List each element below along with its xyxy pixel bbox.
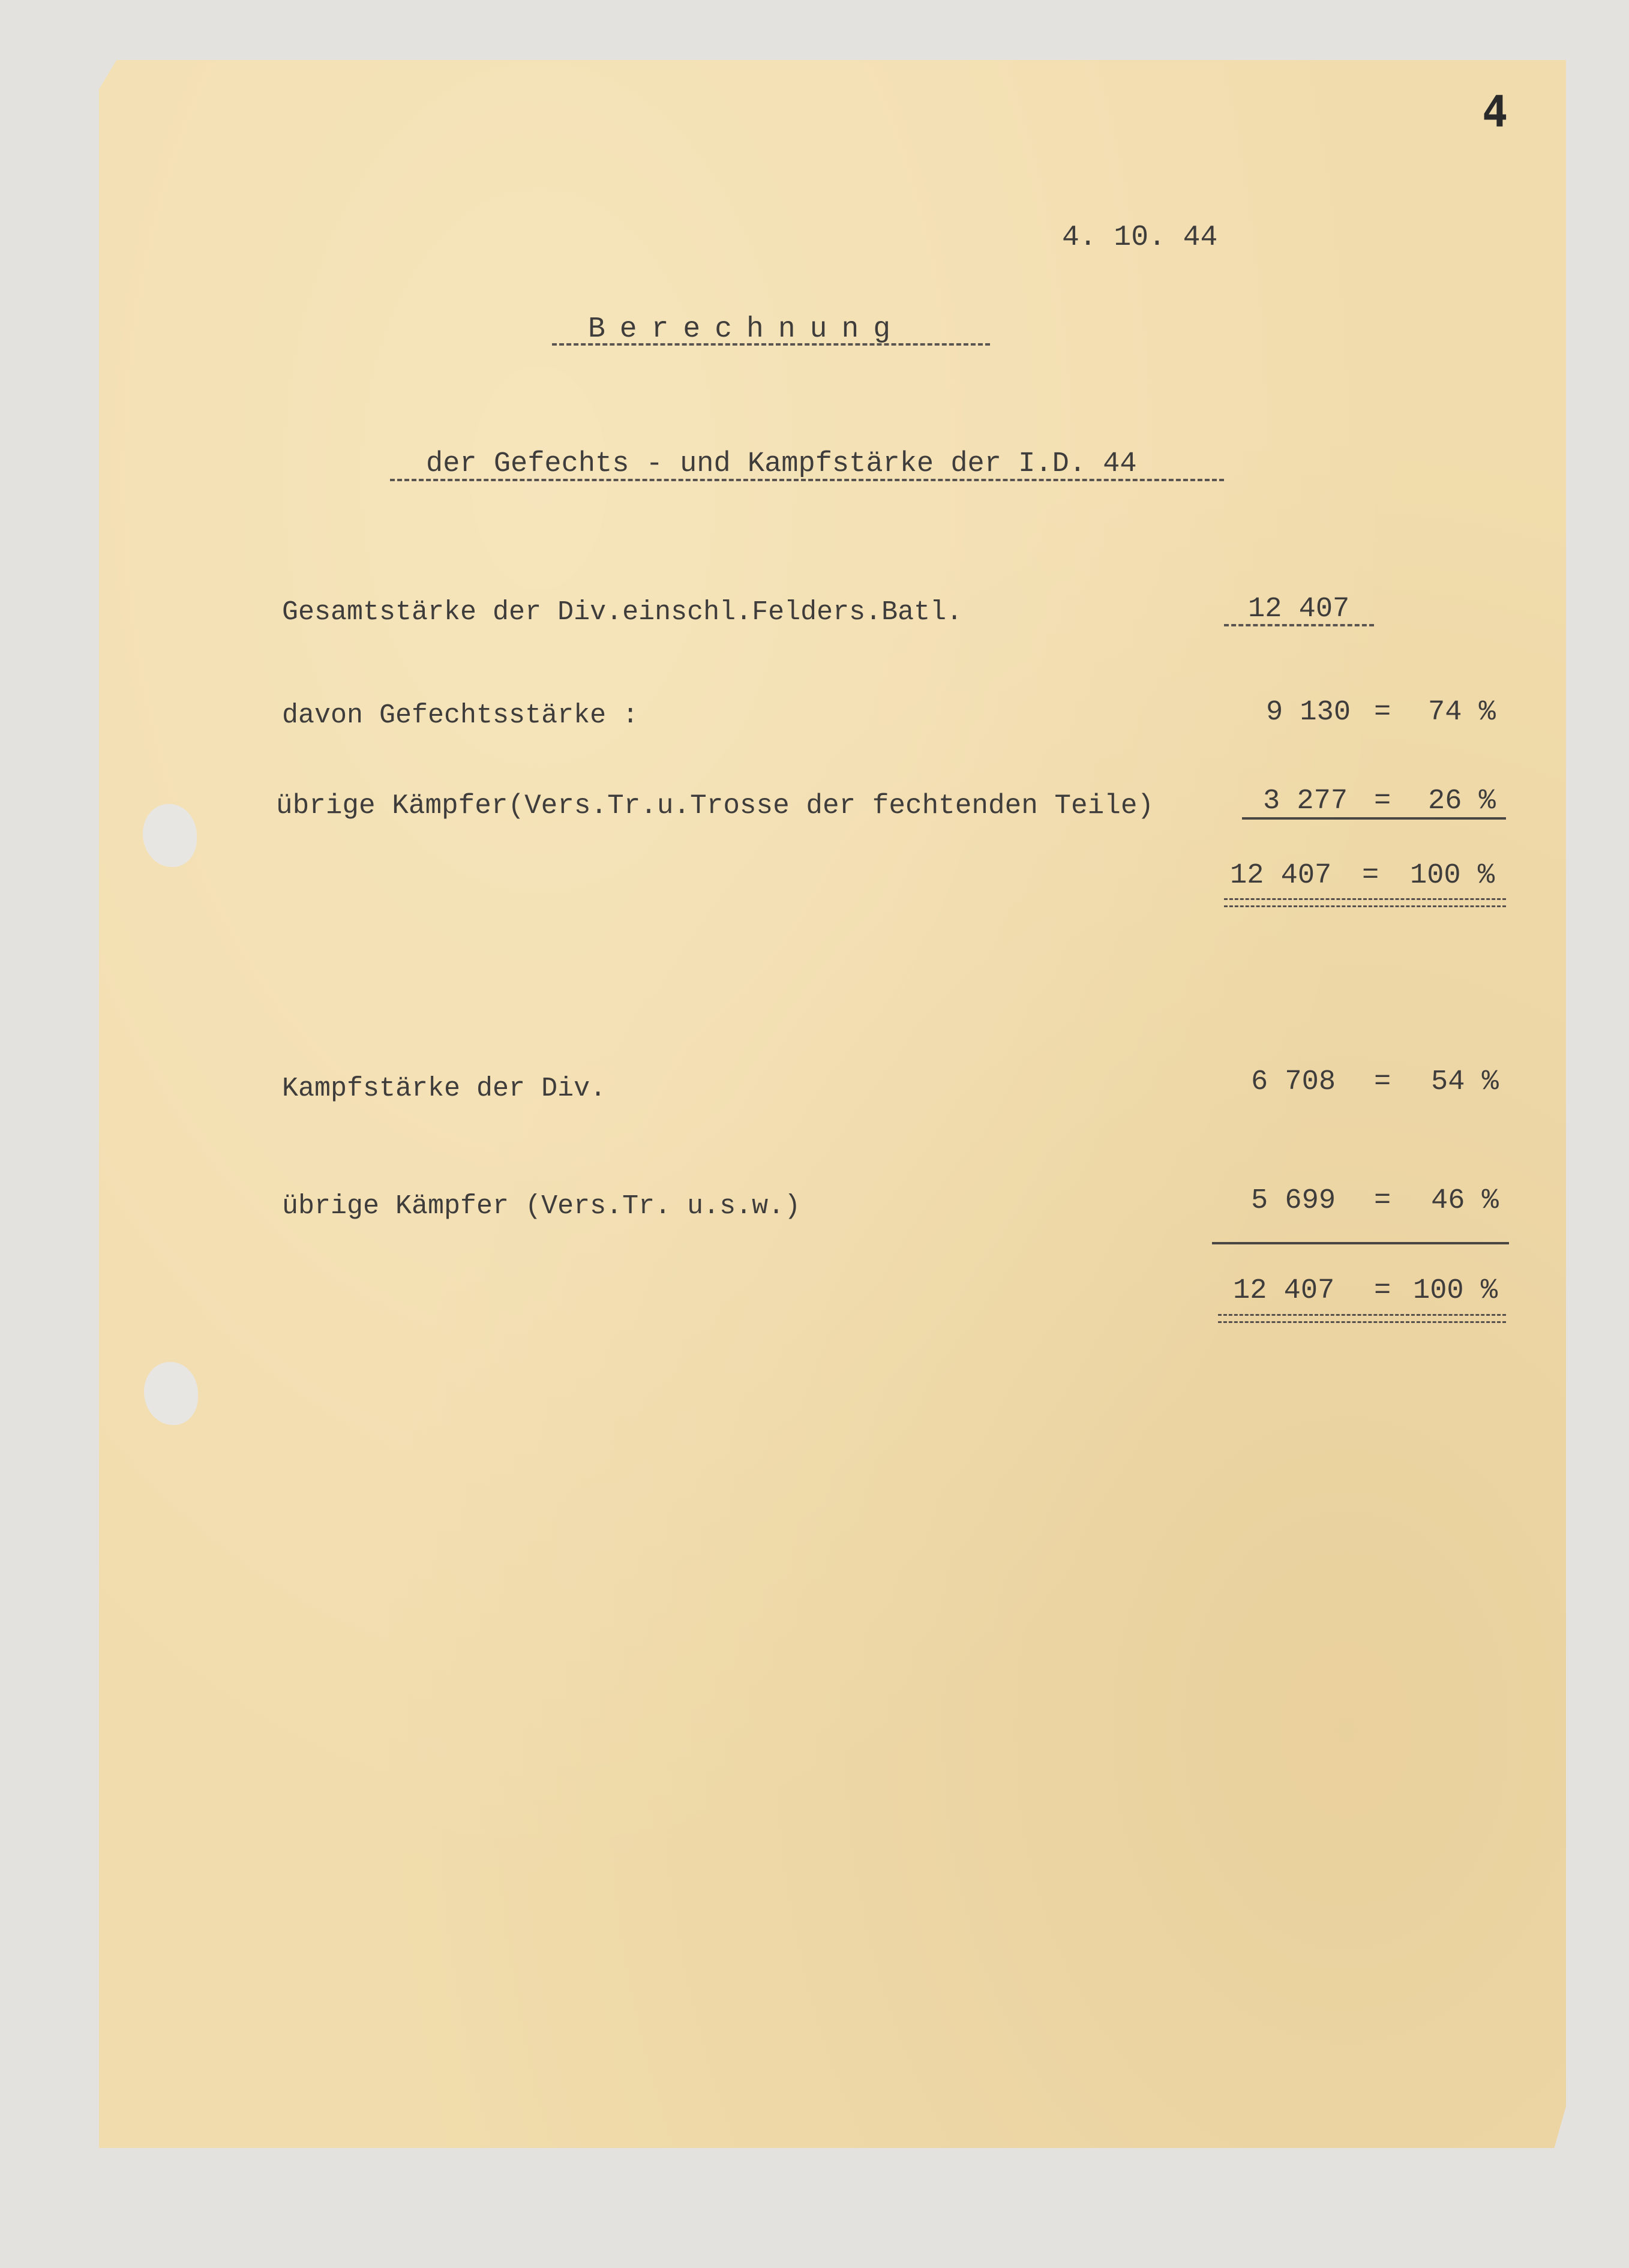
combat-strength-label: davon Gefechtsstärke : bbox=[282, 700, 639, 731]
fighting-strength-equals: = bbox=[1374, 1066, 1391, 1098]
title-underline bbox=[552, 343, 990, 346]
total-strength-underline bbox=[1224, 624, 1374, 626]
fighting-strength-value: 6 708 bbox=[1251, 1066, 1336, 1098]
other-fighters-2-equals: = bbox=[1374, 1185, 1391, 1217]
other-fighters-equals: = bbox=[1374, 785, 1391, 817]
total-strength-label: Gesamtstärke der Div.einschl.Felders.Batl. bbox=[282, 597, 963, 628]
page-number: 4 bbox=[1482, 86, 1508, 137]
fighting-strength-label: Kampfstärke der Div. bbox=[282, 1073, 607, 1104]
combat-strength-percent: 74 % bbox=[1428, 697, 1496, 728]
fighting-strength-percent: 54 % bbox=[1431, 1066, 1499, 1098]
section1-sum-value: 12 407 bbox=[1230, 860, 1332, 892]
document-page bbox=[99, 60, 1566, 2148]
other-fighters-label: übrige Kämpfer(Vers.Tr.u.Trosse der fechtenden Teile) bbox=[276, 790, 1154, 821]
document-subtitle: der Gefechts - und Kampfstärke der I.D. 44 bbox=[426, 448, 1137, 480]
section1-sum-rule bbox=[1242, 817, 1506, 820]
combat-strength-equals: = bbox=[1374, 697, 1391, 728]
section2-sum-equals: = bbox=[1374, 1275, 1391, 1307]
section2-sum-rule bbox=[1212, 1242, 1509, 1244]
section2-sum-double-underline bbox=[1218, 1314, 1506, 1323]
other-fighters-2-value: 5 699 bbox=[1251, 1185, 1336, 1217]
section2-sum-percent: 100 % bbox=[1413, 1275, 1498, 1307]
section1-sum-equals: = bbox=[1362, 860, 1379, 892]
section1-sum-double-underline bbox=[1224, 898, 1506, 907]
section1-sum-percent: 100 % bbox=[1410, 860, 1495, 892]
document-title: Berechnung bbox=[588, 313, 905, 346]
other-fighters-2-label: übrige Kämpfer (Vers.Tr. u.s.w.) bbox=[282, 1191, 801, 1222]
document-date: 4. 10. 44 bbox=[1062, 221, 1218, 254]
other-fighters-2-percent: 46 % bbox=[1431, 1185, 1499, 1217]
total-strength-value: 12 407 bbox=[1248, 593, 1350, 625]
combat-strength-value: 9 130 bbox=[1266, 697, 1351, 728]
other-fighters-percent: 26 % bbox=[1428, 785, 1496, 817]
other-fighters-value: 3 277 bbox=[1263, 785, 1348, 817]
subtitle-underline bbox=[390, 479, 1224, 481]
section2-sum-value: 12 407 bbox=[1233, 1275, 1335, 1307]
